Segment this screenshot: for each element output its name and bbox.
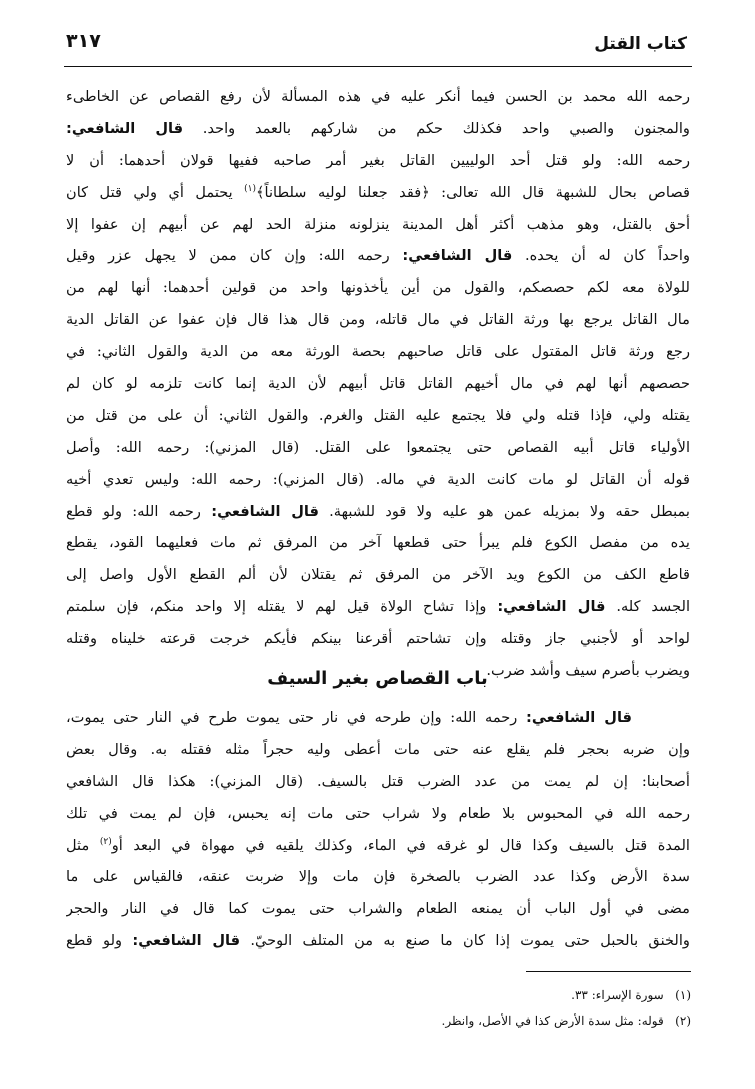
text-line: مال القاتل يرجع بها ورثة القاتل في مال قاتله، ومن قال هذا قال فإن عفوا عن القاتل الدية bbox=[66, 311, 690, 329]
footnote-ref: (١) bbox=[244, 183, 256, 194]
footnotes bbox=[67, 982, 691, 1034]
footnote-1: (١) سورة الإسراء: ٣٣. bbox=[571, 988, 691, 1002]
text-line: والمجنون والصبي واحد فكذلك حكم من شاركهم بالعمد واحد. قال الشافعي: bbox=[66, 119, 690, 137]
page-number: ٣١٧ bbox=[66, 30, 101, 52]
speaker-label: قال الشافعي: bbox=[525, 709, 632, 726]
text-line: رحمه الله محمد بن الحسن فيما أنكر عليه في هذه المسألة لأن رفع القصاص عن الخاطىء bbox=[66, 88, 690, 105]
text-line: يده من مفصل الكوع فلم يبرأ حتى قطعها آخر من المرفق ثم مات فعليهما القود، يقطع bbox=[66, 534, 690, 552]
text-line: الجسد كله. قال الشافعي: وإذا تشاح الولاة قيل لهم لا يقتله إلا واحد منكم، فإن سلمتم bbox=[66, 598, 690, 616]
main-text-section-1 bbox=[66, 81, 690, 687]
speaker-label: قال الشافعي: bbox=[497, 598, 606, 616]
text-line: مضى في أول الباب أن يمنعه الطعام والشراب حتى يموت كما قال في النار والحجر bbox=[66, 900, 690, 918]
text-line: قال الشافعي: رحمه الله: وإن طرحه في نار حتى يموت طرح في النار حتى يموت، bbox=[66, 709, 632, 726]
speaker-label: قال الشافعي: bbox=[402, 247, 513, 265]
text-line: للولاة معه لكم حصصكم، والقول من أين يأخذونها واحد من قولين أحدهما: أنها لهم من bbox=[66, 279, 690, 297]
text-line: قاطع الكف من الكوع ويد الآخر من المرفق ثم يقتلان لأن ألم القطع الأول واصل إلى bbox=[66, 566, 690, 584]
text-line: رحمه الله: ولو قتل أحد الولييين القاتل بغير أمر صاحبه ففيها قولان أحدهما: أن لا bbox=[66, 151, 690, 169]
text-line: وإن ضربه بحجر فلم يقلع عنه حتى مات أعطى وليه حجراً مثله فقتله به. وقال بعض bbox=[66, 740, 690, 758]
text-line: أصحابنا: إن لم يمت من عدد الضرب قتل بالسيف. (قال المزني): هكذا قال الشافعي bbox=[66, 772, 690, 790]
footnote-divider bbox=[526, 971, 691, 972]
text-line: لواحد أو لأجنبي جاز وقتله وإن تشاحتم أقرعنا بينكم فأيكم خرجت قرعته خليناه وقتله bbox=[66, 630, 690, 648]
text-line: أحق بالقتل، وهو مذهب أكثر أهل المدينة ينزلونه منزلة الحد لهم عن أبيهم إن عفوا إلا bbox=[66, 215, 690, 233]
speaker-label: قال الشافعي: bbox=[66, 119, 184, 137]
text-line: الأولياء قاتل أبيه القصاص حتى يجتمعوا على القتل. (قال المزني): رحمه الله: وأصل bbox=[66, 438, 690, 456]
text-line: واحداً كان له أن يحده. قال الشافعي: رحمه الله: وإن كان ممن لا يجهل عزر وقيل bbox=[66, 247, 690, 265]
header-divider bbox=[64, 66, 692, 67]
main-text-section-2 bbox=[66, 702, 690, 957]
text-line: بمبطل حقه ولا بمزيله عمن هو عليه ولا قود للشبهة. قال الشافعي: رحمه الله: ولو قطع bbox=[66, 502, 690, 520]
text-line: يقتله ولي، فإذا قتله ولي فلا يجتمع عليه القتل والغرم. والقول الثاني: أن على من قتل من bbox=[66, 406, 690, 424]
chapter-heading: باب القصاص بغير السيف bbox=[267, 668, 488, 689]
text-line: سدة الأرض وكذا عدد الضرب بالصخرة فإن مات وإلا ضربت عنقه، فالقياس على ما bbox=[66, 868, 690, 886]
running-header-title: كتاب القتل bbox=[594, 34, 687, 54]
text-line: ويضرب بأصرم سيف وأشد ضرب. bbox=[486, 662, 690, 680]
text-line: المدة قتل بالسيف وكذا قال لو غرقه في الماء، وكذلك يلقيه في مهواة في البعد أو$^{(٢)}$ مثل bbox=[66, 836, 690, 854]
text-line: قصاص بحال للشبهة قال الله تعالى: ﴿فقد جعلنا لوليه سلطاناً﴾$^{(١)}$ يحتمل أي ولي قتل كان bbox=[66, 183, 690, 201]
footnote-2: (٢) قوله: مثل سدة الأرض كذا في الأصل، وانظر. bbox=[441, 1014, 691, 1028]
text-line: والخنق بالحبل حتى يموت إذا كان ما صنع به من المتلف الوحيّ. قال الشافعي: ولو قطع bbox=[66, 932, 690, 950]
text-line: رجع ورثة قاتل المقتول على قاتل صاحبهم بحصة الورثة معه من الدية والقول الثاني: في bbox=[66, 343, 690, 361]
speaker-label: قال الشافعي: bbox=[211, 502, 319, 520]
footnote-ref: (٢) bbox=[99, 836, 112, 847]
text-line: حصصهم أنها لهم في مال أخيهم القاتل قاتل أبيهم لأن الدية إنما كانت تلزمه لو كان لم bbox=[66, 375, 690, 393]
text-line: رحمه الله في المحبوس بلا طعام ولا شراب حتى مات إنه يحبس، فإن لم يمت في تلك bbox=[66, 804, 690, 822]
text-line: قوله أن القاتل لو مات كانت الدية في ماله. (قال المزني): رحمه الله: وليس تعدي أخيه bbox=[66, 470, 690, 488]
speaker-label: قال الشافعي: bbox=[132, 932, 241, 950]
